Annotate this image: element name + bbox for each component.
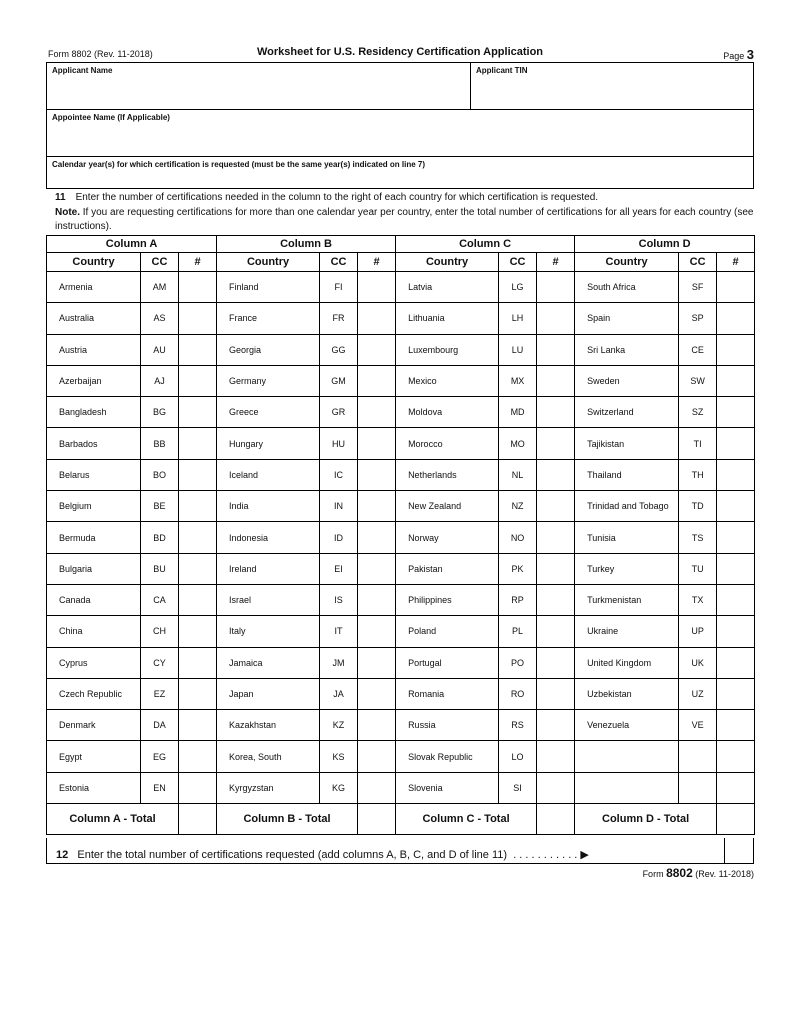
country-cell: Ireland	[217, 553, 320, 584]
count-header: #	[179, 253, 217, 272]
certification-count-input[interactable]	[179, 584, 217, 615]
country-code-cell: KZ	[320, 710, 358, 741]
certification-count-input[interactable]	[537, 584, 575, 615]
country-cell: Estonia	[47, 772, 141, 803]
cc-header: CC	[141, 253, 179, 272]
line-12-total-input[interactable]	[724, 838, 725, 863]
country-code-cell: BG	[141, 397, 179, 428]
table-row	[47, 522, 755, 553]
certification-count-input[interactable]	[358, 584, 396, 615]
certification-count-input[interactable]	[537, 678, 575, 709]
country-cell: Slovak Republic	[396, 741, 499, 772]
country-cell: Morocco	[396, 428, 499, 459]
country-cell: Thailand	[575, 459, 679, 490]
country-cell: Cyprus	[47, 647, 141, 678]
certification-count-input[interactable]	[358, 772, 396, 803]
page-number: Page 3	[723, 47, 754, 62]
column-a-total-input[interactable]	[179, 804, 217, 835]
certification-count-input[interactable]	[717, 459, 755, 490]
table-row	[47, 459, 755, 490]
certification-count-input[interactable]	[358, 741, 396, 772]
country-cell: Spain	[575, 303, 679, 334]
table-row	[47, 428, 755, 459]
certification-count-input[interactable]	[179, 522, 217, 553]
country-cell: Turkmenistan	[575, 584, 679, 615]
calendar-year-field[interactable]	[46, 156, 754, 189]
table-row	[47, 647, 755, 678]
country-cell: Armenia	[47, 272, 141, 303]
certification-count-input[interactable]	[179, 459, 217, 490]
country-header: Country	[575, 253, 679, 272]
country-code-cell: TX	[679, 584, 717, 615]
country-code-cell: GM	[320, 365, 358, 396]
country-code-cell: HU	[320, 428, 358, 459]
certification-count-input[interactable]	[358, 616, 396, 647]
country-cell: Netherlands	[396, 459, 499, 490]
country-code-cell: CE	[679, 334, 717, 365]
country-cell: Sweden	[575, 365, 679, 396]
country-code-cell: IT	[320, 616, 358, 647]
country-code-cell: FI	[320, 272, 358, 303]
country-code-cell: EG	[141, 741, 179, 772]
certification-count-input[interactable]	[179, 491, 217, 522]
footer-form-number: Form 8802 (Rev. 11-2018)	[642, 866, 754, 880]
column-b-header: Column B	[217, 236, 396, 253]
country-cell: Belgium	[47, 491, 141, 522]
country-cell: Venezuela	[575, 710, 679, 741]
country-cell: Hungary	[217, 428, 320, 459]
certification-count-input[interactable]	[358, 303, 396, 334]
certification-count-input[interactable]	[358, 397, 396, 428]
certification-count-input[interactable]	[537, 365, 575, 396]
line-12	[46, 840, 754, 864]
country-code-cell: SF	[679, 272, 717, 303]
country-cell: Denmark	[47, 710, 141, 741]
table-row	[47, 616, 755, 647]
cc-header: CC	[679, 253, 717, 272]
country-code-cell: TH	[679, 459, 717, 490]
applicant-name-field[interactable]	[46, 62, 471, 110]
table-row	[47, 397, 755, 428]
country-cell: Georgia	[217, 334, 320, 365]
certification-count-input[interactable]	[179, 428, 217, 459]
country-cell: Bulgaria	[47, 553, 141, 584]
country-code-cell: BD	[141, 522, 179, 553]
certification-count-input[interactable]	[537, 647, 575, 678]
country-cell: New Zealand	[396, 491, 499, 522]
country-code-cell: CY	[141, 647, 179, 678]
country-cell: Canada	[47, 584, 141, 615]
country-cell: Austria	[47, 334, 141, 365]
country-cell: Germany	[217, 365, 320, 396]
column-c-total-input[interactable]	[537, 804, 575, 835]
table-row	[47, 272, 755, 303]
certification-count-input[interactable]	[537, 397, 575, 428]
table-row	[47, 365, 755, 396]
line-11-instructions: 11 Enter the number of certifications needed in the column to the right of each country for which certification is requested. Note. If you are requesting certifications for more than one calendar year per country, enter the total number of certifications for all years for each country (see instructions).	[55, 192, 754, 232]
country-code-cell: GG	[320, 334, 358, 365]
country-code-cell: IS	[320, 584, 358, 615]
country-code-cell: KS	[320, 741, 358, 772]
line-12-text: 12 Enter the total number of certifications requested (add columns A, B, C, and D of line 11) . . . . . . . . . . . ▶	[56, 849, 589, 861]
table-row	[47, 678, 755, 709]
country-code-cell: TS	[679, 522, 717, 553]
country-code-cell: JM	[320, 647, 358, 678]
certification-count-input[interactable]	[179, 303, 217, 334]
certification-count-input[interactable]	[537, 491, 575, 522]
country-cell: Uzbekistan	[575, 678, 679, 709]
certification-count-input[interactable]	[717, 678, 755, 709]
certification-count-input[interactable]	[179, 678, 217, 709]
certification-count-input[interactable]	[717, 428, 755, 459]
country-header: Country	[217, 253, 320, 272]
certification-count-input[interactable]	[358, 710, 396, 741]
cc-header: CC	[499, 253, 537, 272]
table-row	[47, 553, 755, 584]
country-code-cell: JA	[320, 678, 358, 709]
count-header: #	[358, 253, 396, 272]
country-cell	[575, 772, 679, 803]
country-cell: Norway	[396, 522, 499, 553]
table-row	[47, 772, 755, 803]
country-cell: Portugal	[396, 647, 499, 678]
country-code-cell: AS	[141, 303, 179, 334]
page-header	[46, 46, 754, 62]
certification-count-input[interactable]	[717, 710, 755, 741]
country-code-cell: CA	[141, 584, 179, 615]
country-code-cell: EZ	[141, 678, 179, 709]
certification-count-input[interactable]	[717, 584, 755, 615]
country-cell: Trinidad and Tobago	[575, 491, 679, 522]
country-cell: Philippines	[396, 584, 499, 615]
country-cell: Barbados	[47, 428, 141, 459]
country-code-cell: IC	[320, 459, 358, 490]
country-cell: Japan	[217, 678, 320, 709]
country-cell: Tunisia	[575, 522, 679, 553]
country-cell: Czech Republic	[47, 678, 141, 709]
appointee-name-field[interactable]	[46, 109, 754, 157]
country-cell: Slovenia	[396, 772, 499, 803]
country-cell: Indonesia	[217, 522, 320, 553]
column-d-header: Column D	[575, 236, 755, 253]
certification-count-input[interactable]	[179, 616, 217, 647]
country-cell: Pakistan	[396, 553, 499, 584]
country-cell: Turkey	[575, 553, 679, 584]
country-cell: Tajikistan	[575, 428, 679, 459]
country-code-cell: KG	[320, 772, 358, 803]
country-cell: Finland	[217, 272, 320, 303]
calendar-year-label: Calendar year(s) for which certification is requested (must be the same year(s) indicated on line 7)	[52, 160, 425, 169]
certification-count-input[interactable]	[537, 616, 575, 647]
country-cell: Lithuania	[396, 303, 499, 334]
applicant-tin-field[interactable]	[470, 62, 754, 110]
country-code-cell: MX	[499, 365, 537, 396]
certification-count-input	[717, 741, 755, 772]
certification-count-input[interactable]	[179, 334, 217, 365]
country-cell: Bangladesh	[47, 397, 141, 428]
country-cell: Belarus	[47, 459, 141, 490]
certification-count-input[interactable]	[358, 678, 396, 709]
country-cell	[575, 741, 679, 772]
column-c-header: Column C	[396, 236, 575, 253]
country-code-cell: BE	[141, 491, 179, 522]
certification-count-input[interactable]	[179, 272, 217, 303]
applicant-tin-label: Applicant TIN	[476, 66, 528, 75]
country-code-cell: UP	[679, 616, 717, 647]
country-code-cell: EI	[320, 553, 358, 584]
certification-count-input[interactable]	[537, 553, 575, 584]
certification-count-input[interactable]	[537, 459, 575, 490]
certification-count-input[interactable]	[717, 272, 755, 303]
country-code-cell: SP	[679, 303, 717, 334]
country-code-cell: LG	[499, 272, 537, 303]
country-cell: Russia	[396, 710, 499, 741]
column-d-total-input[interactable]	[717, 804, 755, 835]
country-code-cell: AU	[141, 334, 179, 365]
country-code-cell: NO	[499, 522, 537, 553]
country-cell: Poland	[396, 616, 499, 647]
country-cell: Egypt	[47, 741, 141, 772]
certification-count-input[interactable]	[179, 647, 217, 678]
totals-row	[47, 804, 755, 835]
country-code-cell: DA	[141, 710, 179, 741]
country-cell: Israel	[217, 584, 320, 615]
certification-count-input[interactable]	[179, 772, 217, 803]
certification-count-input[interactable]	[717, 616, 755, 647]
table-row	[47, 491, 755, 522]
certification-count-input[interactable]	[179, 365, 217, 396]
country-code-cell: RS	[499, 710, 537, 741]
certification-count-input	[717, 772, 755, 803]
certification-count-input[interactable]	[717, 334, 755, 365]
country-code-cell: FR	[320, 303, 358, 334]
certification-count-input[interactable]	[358, 334, 396, 365]
country-code-cell: CH	[141, 616, 179, 647]
country-code-cell: LO	[499, 741, 537, 772]
certification-count-input[interactable]	[537, 334, 575, 365]
country-cell: Luxembourg	[396, 334, 499, 365]
country-cell: China	[47, 616, 141, 647]
country-code-cell: NZ	[499, 491, 537, 522]
country-code-cell: TD	[679, 491, 717, 522]
form-number: Form 8802 (Rev. 11-2018)	[48, 49, 153, 59]
country-cell: Australia	[47, 303, 141, 334]
certification-count-input[interactable]	[537, 741, 575, 772]
certification-count-input[interactable]	[358, 428, 396, 459]
country-code-cell: MO	[499, 428, 537, 459]
country-code-cell: UK	[679, 647, 717, 678]
country-cell: United Kingdom	[575, 647, 679, 678]
table-row	[47, 710, 755, 741]
certification-count-input[interactable]	[537, 428, 575, 459]
certification-count-input[interactable]	[179, 710, 217, 741]
country-cell: Latvia	[396, 272, 499, 303]
country-code-cell: AJ	[141, 365, 179, 396]
country-code-cell: PO	[499, 647, 537, 678]
country-code-cell: PK	[499, 553, 537, 584]
country-code-cell: RO	[499, 678, 537, 709]
country-code-cell: SW	[679, 365, 717, 396]
country-code-cell: NL	[499, 459, 537, 490]
certification-count-input[interactable]	[358, 553, 396, 584]
country-cell: Jamaica	[217, 647, 320, 678]
country-code-cell: AM	[141, 272, 179, 303]
table-row	[47, 303, 755, 334]
certification-count-input[interactable]	[717, 303, 755, 334]
country-code-cell: BB	[141, 428, 179, 459]
certification-count-input[interactable]	[358, 491, 396, 522]
table-row	[47, 741, 755, 772]
certification-table	[46, 235, 755, 835]
certification-count-input[interactable]	[537, 772, 575, 803]
column-a-total-label: Column A - Total	[47, 804, 179, 835]
country-code-cell: IN	[320, 491, 358, 522]
count-header: #	[717, 253, 755, 272]
country-cell: Italy	[217, 616, 320, 647]
appointee-name-label: Appointee Name (If Applicable)	[52, 113, 170, 122]
certification-count-input[interactable]	[717, 365, 755, 396]
certification-count-input[interactable]	[717, 491, 755, 522]
country-code-cell: SI	[499, 772, 537, 803]
page-title: Worksheet for U.S. Residency Certification Application	[256, 46, 544, 58]
table-row	[47, 334, 755, 365]
certification-count-input[interactable]	[717, 522, 755, 553]
country-code-cell: SZ	[679, 397, 717, 428]
country-cell: Sri Lanka	[575, 334, 679, 365]
certification-count-input[interactable]	[179, 553, 217, 584]
country-code-cell	[679, 741, 717, 772]
country-cell: France	[217, 303, 320, 334]
applicant-name-label: Applicant Name	[52, 66, 113, 75]
country-code-cell: PL	[499, 616, 537, 647]
country-cell: Iceland	[217, 459, 320, 490]
country-code-cell: GR	[320, 397, 358, 428]
certification-count-input[interactable]	[537, 272, 575, 303]
country-cell: Bermuda	[47, 522, 141, 553]
certification-count-input[interactable]	[358, 522, 396, 553]
country-cell: Kazakhstan	[217, 710, 320, 741]
country-code-cell: LH	[499, 303, 537, 334]
column-a-header: Column A	[47, 236, 217, 253]
certification-count-input[interactable]	[537, 522, 575, 553]
country-code-cell: UZ	[679, 678, 717, 709]
certification-count-input[interactable]	[358, 365, 396, 396]
country-header: Country	[47, 253, 141, 272]
country-code-cell: RP	[499, 584, 537, 615]
country-cell: Korea, South	[217, 741, 320, 772]
country-cell: Moldova	[396, 397, 499, 428]
country-code-cell: VE	[679, 710, 717, 741]
column-c-total-label: Column C - Total	[396, 804, 537, 835]
table-row	[47, 584, 755, 615]
country-code-cell: BO	[141, 459, 179, 490]
column-d-total-label: Column D - Total	[575, 804, 717, 835]
column-b-total-input[interactable]	[358, 804, 396, 835]
certification-count-input[interactable]	[537, 303, 575, 334]
certification-count-input[interactable]	[537, 710, 575, 741]
certification-count-input[interactable]	[358, 459, 396, 490]
country-cell: Greece	[217, 397, 320, 428]
country-code-cell: ID	[320, 522, 358, 553]
country-cell: South Africa	[575, 272, 679, 303]
certification-count-input[interactable]	[358, 647, 396, 678]
country-code-cell	[679, 772, 717, 803]
country-cell: Mexico	[396, 365, 499, 396]
country-code-cell: BU	[141, 553, 179, 584]
country-code-cell: TU	[679, 553, 717, 584]
column-b-total-label: Column B - Total	[217, 804, 358, 835]
certification-count-input[interactable]	[179, 741, 217, 772]
country-cell: Azerbaijan	[47, 365, 141, 396]
country-code-cell: EN	[141, 772, 179, 803]
country-code-cell: LU	[499, 334, 537, 365]
country-cell: Kyrgyzstan	[217, 772, 320, 803]
country-code-cell: TI	[679, 428, 717, 459]
count-header: #	[537, 253, 575, 272]
country-header: Country	[396, 253, 499, 272]
certification-count-input[interactable]	[358, 272, 396, 303]
certification-count-input[interactable]	[179, 397, 217, 428]
country-cell: India	[217, 491, 320, 522]
cc-header: CC	[320, 253, 358, 272]
certification-count-input[interactable]	[717, 647, 755, 678]
country-cell: Romania	[396, 678, 499, 709]
country-cell: Ukraine	[575, 616, 679, 647]
certification-count-input[interactable]	[717, 397, 755, 428]
country-code-cell: MD	[499, 397, 537, 428]
country-cell: Switzerland	[575, 397, 679, 428]
certification-count-input[interactable]	[717, 553, 755, 584]
